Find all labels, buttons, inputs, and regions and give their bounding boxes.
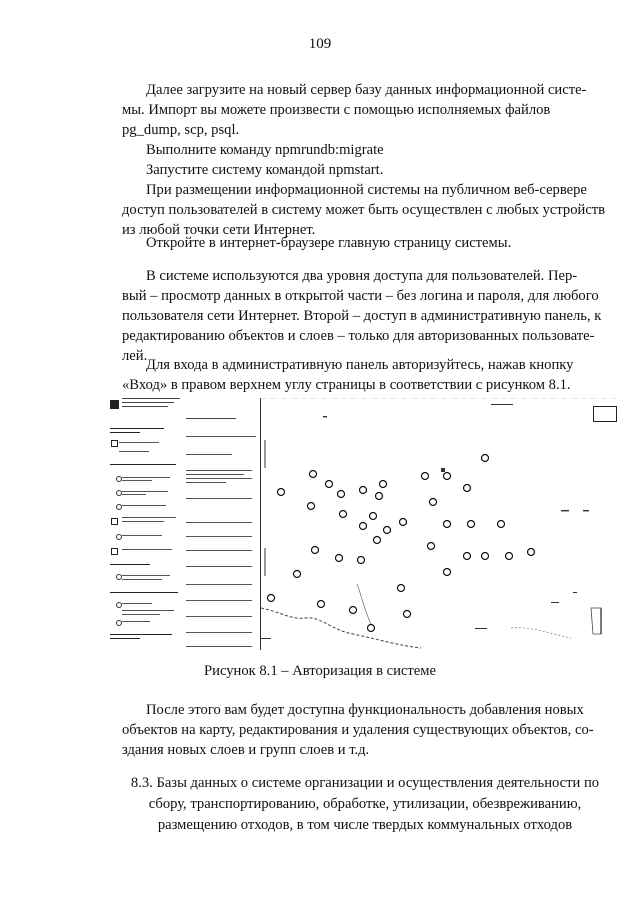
paragraph-login-instructions [122, 355, 610, 395]
text-line: Для входа в административную панель авторизуйтесь, нажав кнопку [146, 357, 574, 373]
sidebar [108, 394, 184, 652]
text-line: вый – просмотр данных в открытой части – без логина и пароля, для любого [122, 288, 599, 304]
figure-caption: Рисунок 8.1 – Авторизация в системе [204, 663, 436, 679]
heading-line: размещению отходов, в том числе твердых коммунальных отходов [157, 817, 573, 833]
text-line: пользователя сети Интернет. Второй – доступ в административную панель, к [122, 308, 602, 324]
text-line: После этого вам будет доступна функциональность добавления новых [146, 702, 584, 718]
map-canvas[interactable] [261, 398, 619, 650]
heading-line: 8.3. Базы данных о системе организации и осуществления деятельности по [130, 775, 600, 791]
figure-screenshot [108, 394, 622, 652]
paragraph-after-login [122, 700, 610, 760]
paragraph-open-browser: Откройте в интернет-браузере главную страницу системы. [146, 235, 512, 251]
text-line: pg_dump, scp, psql. [122, 122, 240, 138]
checkbox-icon[interactable] [111, 440, 118, 447]
text-line: В системе используются два уровня доступа для пользователей. Пер- [146, 268, 578, 284]
checkbox-icon[interactable] [111, 518, 118, 525]
heading-line: сбору, транспортированию, обработке, утилизации, обезвреживанию, [148, 796, 582, 812]
text-line: редактированию объектов и слоев – только для авторизованных пользовате- [122, 328, 595, 344]
paragraph-start: Запустите систему командой npmstart. [146, 162, 384, 178]
paragraph-migrate: Выполните команду npmrundb:migrate [146, 142, 384, 158]
text-line: При размещении информационной системы на публичном веб-сервере [146, 182, 587, 198]
text-line: объектов на карту, редактирования и удаления существующих объектов, со- [122, 722, 594, 738]
text-line: «Вход» в правом верхнем углу страницы в соответствии с рисунком 8.1. [122, 377, 571, 393]
text-line: из любой точки сети Интернет. [122, 222, 316, 238]
text-line: мы. Импорт вы можете произвести с помощью исполняемых файлов [122, 102, 551, 118]
login-button[interactable] [593, 406, 617, 422]
sidebar-section-heading [110, 428, 164, 429]
paragraph-access-levels [122, 266, 610, 366]
logo-icon [110, 400, 119, 409]
section-heading [118, 773, 612, 836]
layer-list [186, 418, 260, 650]
text-line: лей. [122, 348, 148, 364]
checkbox-icon[interactable] [111, 548, 118, 555]
text-line: Далее загрузите на новый сервер базу данных информационной систе- [146, 82, 587, 98]
text-line: здания новых слоев и групп слоев и т.д. [122, 742, 370, 758]
page-number: 109 [308, 36, 332, 52]
text-line: доступ пользователей в систему может быть осуществлен с любых устройств [122, 202, 606, 218]
paragraph-import [122, 80, 610, 140]
map-view[interactable] [260, 398, 619, 650]
paragraph-public-server [122, 180, 610, 240]
